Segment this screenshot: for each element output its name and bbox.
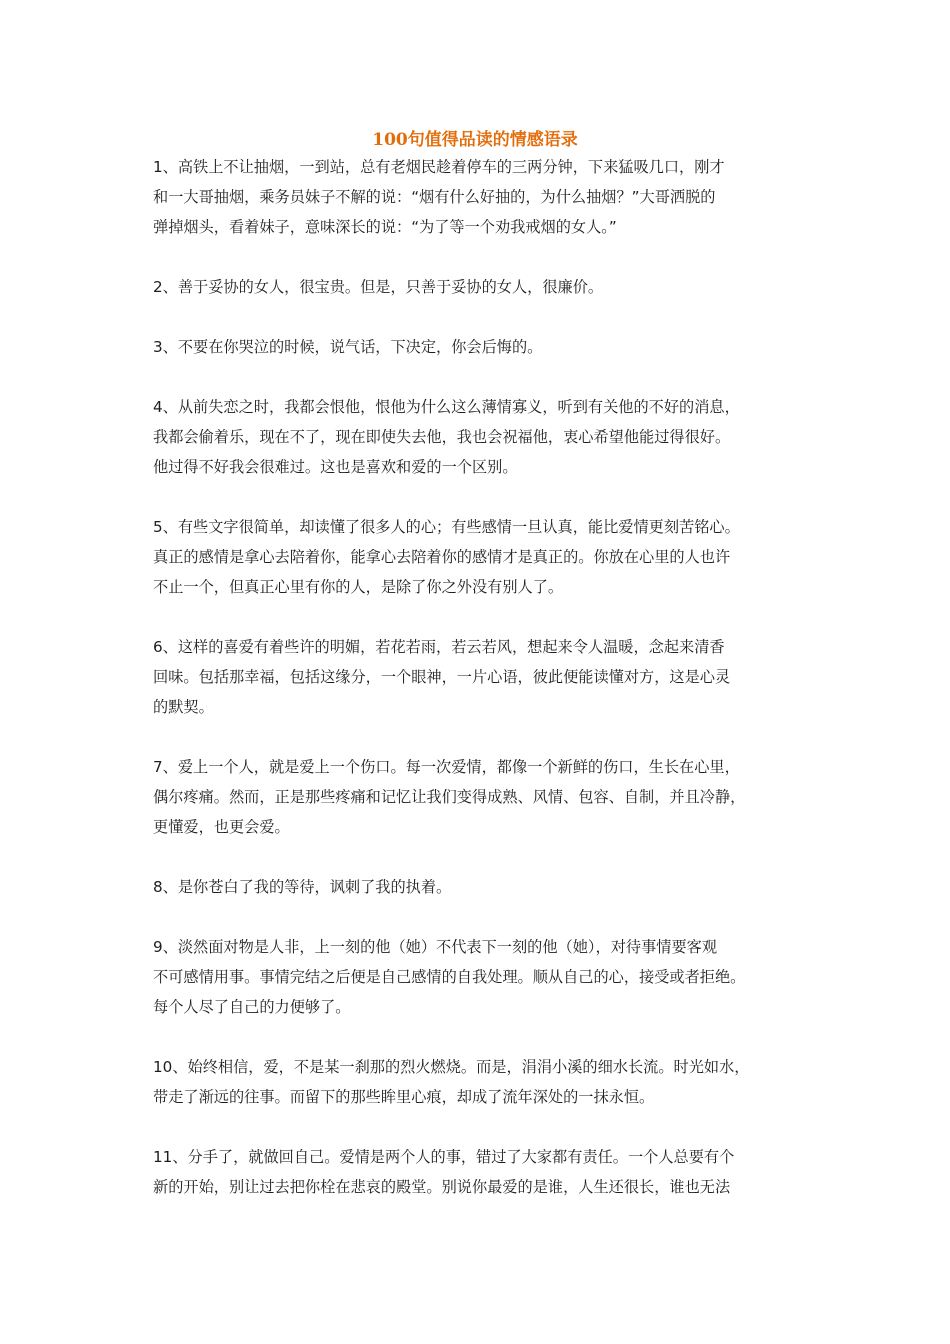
text-line: 的默契。 (153, 698, 214, 716)
paragraph-1 (153, 152, 813, 242)
text-line: 他过得不好我会很难过。这也是喜欢和爱的一个区别。 (153, 458, 518, 476)
text-line: 不止一个，但真正心里有你的人，是除了你之外没有别人了。 (153, 578, 564, 596)
text-line: 11、分手了，就做回自己。爱情是两个人的事，错过了大家都有责任。一个人总要有个 (153, 1148, 735, 1166)
paragraph-7 (153, 752, 813, 842)
paragraph-11 (153, 1142, 813, 1202)
text-line: 每个人尽了自己的力便够了。 (153, 998, 351, 1016)
text-line: 1、高铁上不让抽烟，一到站，总有老烟民趁着停车的三两分钟，下来猛吸几口，刚才 (153, 158, 725, 176)
text-line: 6、这样的喜爱有着些许的明媚，若花若雨，若云若风，想起来令人温暖，念起来清香 (153, 638, 725, 656)
document-title: 100句值得品读的情感语录 (372, 130, 578, 150)
paragraph-4 (153, 392, 813, 482)
text-line: 弹掉烟头，看着妹子，意味深长的说：“为了等一个劝我戒烟的女人。” (153, 218, 617, 236)
text-line: 回味。包括那幸福，包括这缘分，一个眼神，一片心语，彼此便能读懂对方，这是心灵 (153, 668, 731, 686)
text-line: 9、淡然面对物是人非，上一刻的他（她）不代表下一刻的他（她），对待事情要客观 (153, 938, 718, 956)
text-line: 8、是你苍白了我的等待，讽刺了我的执着。 (153, 878, 452, 896)
text-line: 3、不要在你哭泣的时候，说气话，下决定，你会后悔的。 (153, 338, 543, 356)
text-line: 带走了渐远的往事。而留下的那些眸里心痕，却成了流年深处的一抹永恒。 (153, 1088, 655, 1106)
text-line: 5、有些文字很简单，却读懂了很多人的心；有些感情一旦认真，能比爱情更刻苦铭心。 (153, 518, 740, 536)
text-line: 偶尔疼痛。然而，正是那些疼痛和记忆让我们变得成熟、风情、包容、自制，并且冷静， (153, 788, 746, 806)
paragraph-8 (153, 872, 813, 902)
paragraph-10 (153, 1052, 813, 1112)
text-line: 真正的感情是拿心去陪着你，能拿心去陪着你的感情才是真正的。你放在心里的人也许 (153, 548, 731, 566)
text-line: 7、爱上一个人，就是爱上一个伤口。每一次爱情，都像一个新鲜的伤口，生长在心里， (153, 758, 740, 776)
text-line: 和一大哥抽烟，乘务员妹子不解的说：“烟有什么好抽的，为什么抽烟？”大哥洒脱的 (153, 188, 716, 206)
paragraph-6 (153, 632, 813, 722)
text-line: 我都会偷着乐，现在不了，现在即使失去他，我也会祝福他，衷心希望他能过得很好。 (153, 428, 731, 446)
text-line: 10、始终相信，爱，不是某一刹那的烈火燃烧。而是，涓涓小溪的细水长流。时光如水， (153, 1058, 750, 1076)
paragraph-9 (153, 932, 813, 1022)
paragraph-3 (153, 332, 813, 362)
paragraph-2 (153, 272, 813, 302)
text-line: 4、从前失恋之时，我都会恨他，恨他为什么这么薄情寡义，听到有关他的不好的消息， (153, 398, 740, 416)
text-line: 更懂爱，也更会爱。 (153, 818, 290, 836)
document-body (153, 152, 813, 1232)
text-line: 2、善于妥协的女人，很宝贵。但是，只善于妥协的女人，很廉价。 (153, 278, 604, 296)
paragraph-5 (153, 512, 813, 602)
text-line: 新的开始，别让过去把你栓在悲哀的殿堂。别说你最爱的是谁，人生还很长，谁也无法 (153, 1178, 731, 1196)
text-line: 不可感情用事。事情完结之后便是自己感情的自我处理。顺从自己的心，接受或者拒绝。 (153, 968, 746, 986)
